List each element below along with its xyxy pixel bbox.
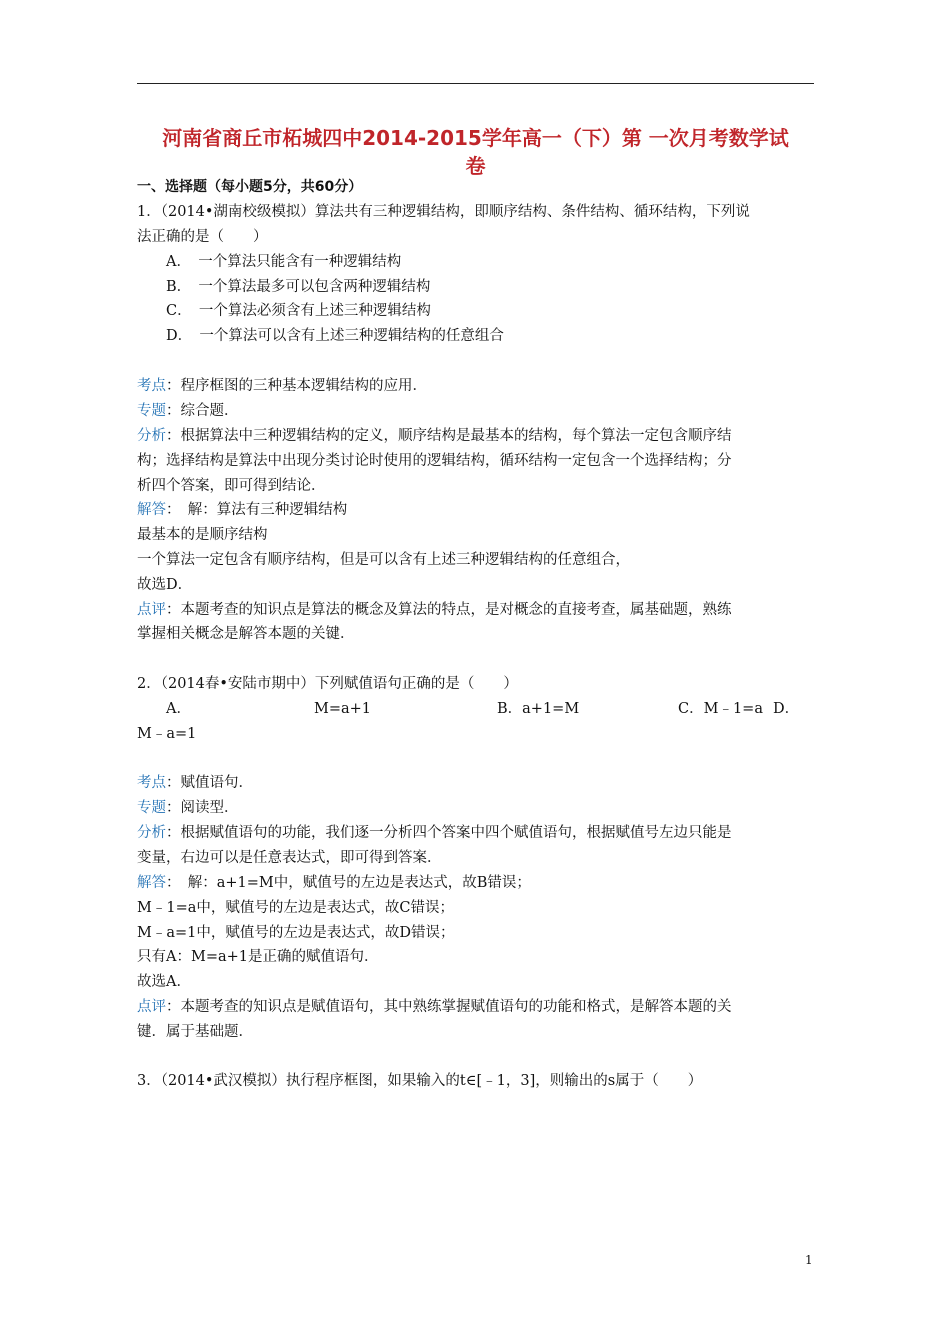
q1-option-a: A． 一个算法只能含有一种逻辑结构	[166, 254, 402, 270]
q1-stem-line-2: 法正确的是（ ）	[137, 229, 268, 245]
q1-kaodian	[137, 376, 427, 396]
zhuanti-text: ：阅读型．	[166, 800, 239, 816]
q2-jieda	[137, 873, 531, 893]
q2-option-c: C．M﹣1=a	[678, 701, 763, 717]
q2-fenxi	[137, 823, 732, 843]
q1-fenxi-line-2: 构；选择结构是算法中出现分类讨论时使用的逻辑结构，循环结构一定包含一个选择结构；分	[137, 453, 732, 469]
q1-option-b: B． 一个算法最多可以包含两种逻辑结构	[166, 279, 431, 295]
jieda-label: 解答	[137, 875, 166, 891]
q3-stem: 3．（2014•武汉模拟）执行程序框图，如果输入的t∈[﹣1，3]，则输出的s属于（ ）	[137, 1073, 703, 1089]
q2-stem: 2．（2014春•安陆市期中）下列赋值语句正确的是（ ）	[137, 676, 518, 692]
q1-option-c: C． 一个算法必须含有上述三种逻辑结构	[166, 303, 431, 319]
page-number: 1	[805, 1253, 813, 1267]
q2-jieda-line-3: M﹣a=1中，赋值号的左边是表达式，故D错误；	[137, 925, 455, 941]
section-heading: 一、选择题（每小题5分，共60分）	[137, 179, 363, 195]
q2-jieda-line-2: M﹣1=a中，赋值号的左边是表达式，故C错误；	[137, 900, 454, 916]
document-title	[137, 124, 814, 180]
q1-fenxi	[137, 426, 732, 446]
q2-dianping-line-2: 键．属于基础题．	[137, 1024, 253, 1040]
dianping-text: ：本题考查的知识点是赋值语句，其中熟练掌握赋值语句的功能和格式，是解答本题的关	[166, 999, 732, 1015]
q1-dianping	[137, 600, 732, 620]
jieda-label: 解答	[137, 502, 166, 518]
zhuanti-label: 专题	[137, 403, 166, 419]
q1-zhuanti	[137, 401, 239, 421]
kaodian-text: ：程序框图的三种基本逻辑结构的应用．	[166, 378, 427, 394]
q1-jieda-line-2: 最基本的是顺序结构	[137, 527, 268, 543]
fenxi-text: ：根据赋值语句的功能，我们逐一分析四个答案中四个赋值语句，根据赋值号左边只能是	[166, 825, 732, 841]
q2-dianping	[137, 997, 732, 1017]
fenxi-text: ：根据算法中三种逻辑结构的定义，顺序结构是最基本的结构，每个算法一定包含顺序结	[166, 428, 732, 444]
zhuanti-label: 专题	[137, 800, 166, 816]
dianping-text: ：本题考查的知识点是算法的概念及算法的特点，是对概念的直接考查，属基础题，熟练	[166, 602, 732, 618]
q1-dianping-line-2: 掌握相关概念是解答本题的关键．	[137, 626, 355, 642]
dianping-label: 点评	[137, 602, 166, 618]
q2-option-a-label: A．	[166, 701, 191, 717]
zhuanti-text: ：综合题．	[166, 403, 239, 419]
title-line-2: 卷	[465, 154, 486, 178]
q1-fenxi-line-3: 析四个答案，即可得到结论．	[137, 478, 326, 494]
q2-jieda-line-5: 故选A．	[137, 974, 191, 990]
kaodian-text: ：赋值语句．	[166, 775, 253, 791]
q1-option-d: D． 一个算法可以含有上述三种逻辑结构的任意组合	[166, 328, 504, 344]
q1-jieda-line-3: 一个算法一定包含有顺序结构，但是可以含有上述三种逻辑结构的任意组合，	[137, 552, 630, 568]
dianping-label: 点评	[137, 999, 166, 1015]
jieda-text: ： 解：算法有三种逻辑结构	[166, 502, 348, 518]
q2-kaodian	[137, 773, 253, 793]
kaodian-label: 考点	[137, 378, 166, 394]
header-rule	[137, 83, 814, 84]
jieda-text: ： 解：a+1=M中，赋值号的左边是表达式，故B错误；	[166, 875, 531, 891]
fenxi-label: 分析	[137, 825, 166, 841]
q2-option-b: B．a+1=M	[497, 701, 580, 717]
q2-zhuanti	[137, 798, 239, 818]
q1-jieda-line-4: 故选D．	[137, 577, 193, 593]
title-line-1: 河南省商丘市柘城四中2014-2015学年高一（下）第 一次月考数学试	[162, 126, 789, 150]
q1-stem-line-1: 1．（2014•湖南校级模拟）算法共有三种逻辑结构，即顺序结构、条件结构、循环结构，下列说	[137, 204, 750, 220]
fenxi-label: 分析	[137, 428, 166, 444]
q2-option-a-value: M=a+1	[314, 701, 372, 717]
kaodian-label: 考点	[137, 775, 166, 791]
q2-fenxi-line-2: 变量，右边可以是任意表达式，即可得到答案．	[137, 850, 442, 866]
q1-jieda	[137, 500, 347, 520]
q2-option-d-label: D．	[773, 701, 800, 717]
q2-option-d-value: M﹣a=1	[137, 726, 197, 742]
q2-jieda-line-4: 只有A：M=a+1是正确的赋值语句．	[137, 949, 379, 965]
